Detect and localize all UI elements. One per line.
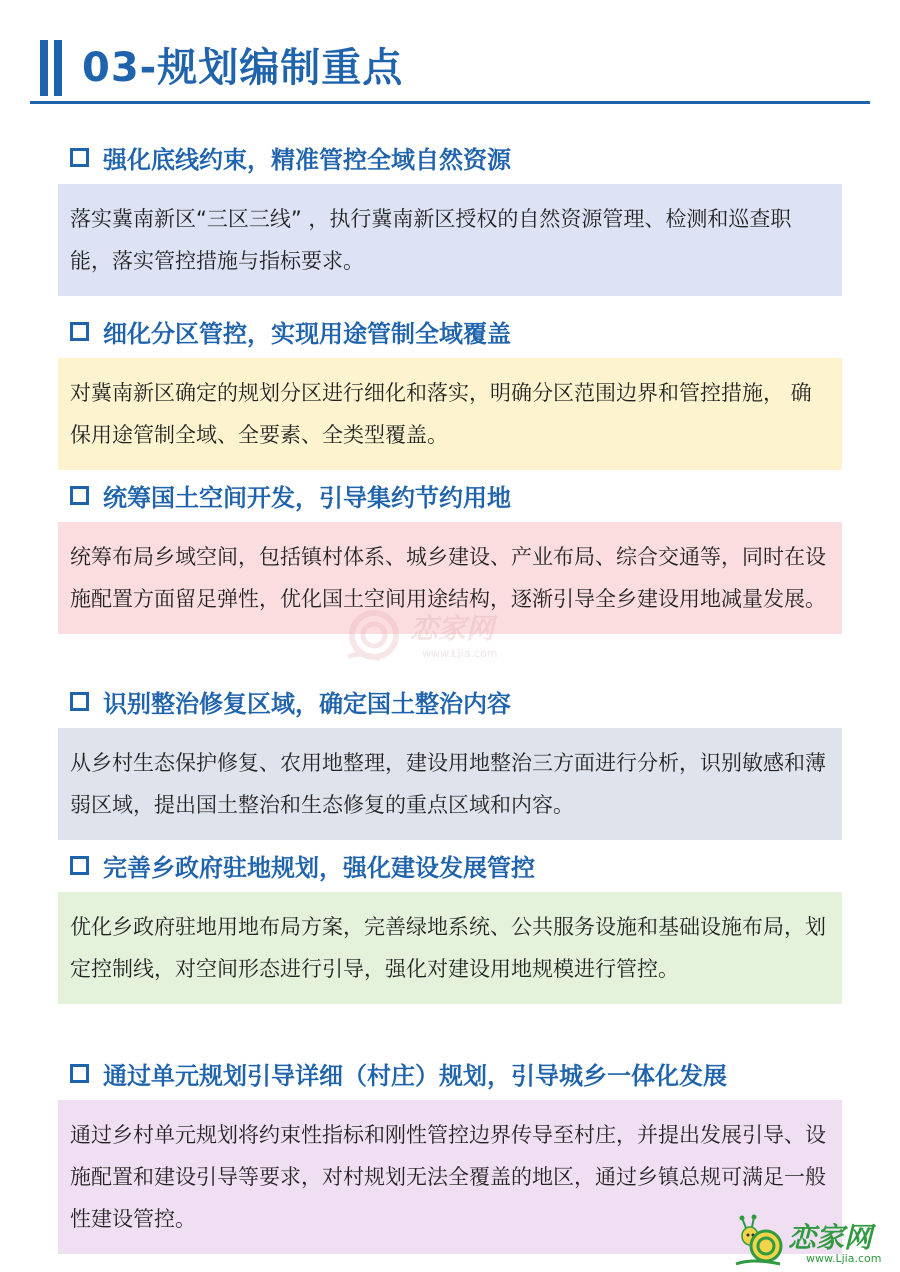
section-title: 完善乡政府驻地规划，强化建设发展管控 (103, 853, 535, 882)
section-body: 从乡村生态保护修复、农用地整理，建设用地整治三方面进行分析，识别敏感和薄弱区域，提出国土整治和生态修复的重点区域和内容。 (58, 728, 842, 840)
section-2 (58, 310, 842, 470)
title-divider (30, 101, 870, 104)
title-bars-decoration (40, 40, 64, 96)
section-heading (70, 310, 842, 352)
checkbox-icon (70, 692, 89, 711)
section-1 (58, 136, 842, 296)
section-body: 优化乡政府驻地用地布局方案，完善绿地系统、公共服务设施和基础设施布局，划定控制线，对空间形态进行引导，强化对建设用地规模进行管控。 (58, 892, 842, 1004)
section-title: 强化底线约束，精准管控全域自然资源 (103, 145, 511, 174)
watermark-text: 恋家网 (410, 612, 495, 645)
checkbox-icon (70, 322, 89, 341)
title-bar-left (40, 40, 48, 96)
section-body: 通过乡村单元规划将约束性指标和刚性管控边界传导至村庄，并提出发展引导、设施配置和建设引导等要求，对村规划无法全覆盖的地区，通过乡镇总规可满足一般性建设管控。 (58, 1100, 842, 1254)
section-heading (70, 844, 842, 886)
section-title: 通过单元规划引导详细（村庄）规划，引导城乡一体化发展 (103, 1061, 727, 1090)
section-heading (70, 1052, 842, 1094)
checkbox-icon (70, 148, 89, 167)
section-heading (70, 474, 842, 516)
section-body: 对冀南新区确定的规划分区进行细化和落实，明确分区范围边界和管控措施， 确保用途管制全域、全要素、全类型覆盖。 (58, 358, 842, 470)
section-6 (58, 1052, 842, 1254)
checkbox-icon (70, 856, 89, 875)
section-4 (58, 680, 842, 840)
section-body: 落实冀南新区“三区三线” ，执行冀南新区授权的自然资源管理、检测和巡查职能，落实管控措施与指标要求。 (58, 184, 842, 296)
section-title: 细化分区管控，实现用途管制全域覆盖 (103, 319, 511, 348)
checkbox-icon (70, 486, 89, 505)
section-heading (70, 680, 842, 722)
section-title: 识别整治修复区域，确定国土整治内容 (103, 689, 511, 718)
watermark-url: www.Ljia.com (422, 647, 498, 660)
title-bar-right (54, 40, 62, 96)
checkbox-icon (70, 1064, 89, 1083)
logo-url: www.Ljia.com (806, 1252, 882, 1265)
snail-logo-icon (732, 1214, 786, 1268)
section-title: 统筹国土空间开发，引导集约节约用地 (103, 483, 511, 512)
section-5 (58, 844, 842, 1004)
page-title: 03-规划编制重点 (82, 45, 404, 91)
logo-text: 恋家网 (788, 1221, 873, 1254)
section-3 (58, 474, 842, 634)
brand-logo (732, 1214, 892, 1268)
section-body: 统筹布局乡域空间，包括镇村体系、城乡建设、产业布局、综合交通等，同时在设施配置方面留足弹性，优化国土空间用途结构，逐渐引导全乡建设用地减量发展。 (58, 522, 842, 634)
section-heading (70, 136, 842, 178)
